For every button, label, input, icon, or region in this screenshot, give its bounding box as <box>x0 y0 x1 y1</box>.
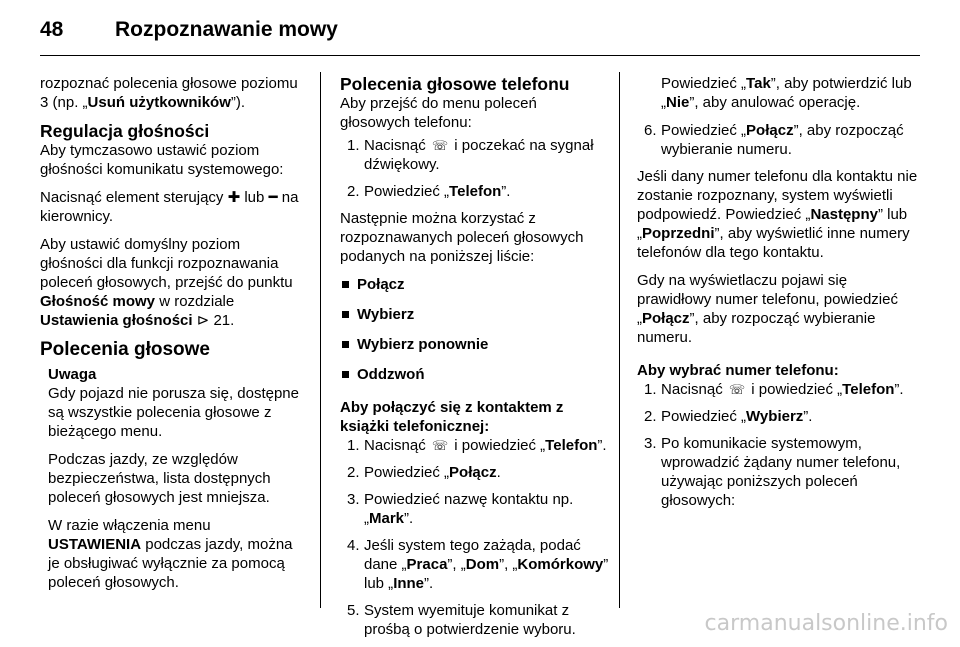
watermark: carmanualsonline.info <box>704 611 948 636</box>
list-item: 3. Powiedzieć nazwę kontaktu np. „Mark”. <box>347 491 574 527</box>
plus-icon: ✚ <box>227 189 241 206</box>
volume-heading: Regulacja głośności <box>40 121 210 141</box>
unrecognized-paragraph: Jeśli dany numer telefonu dla kontaktu nie zostanie rozpoznany, system wyświetli podpowiedź. Powiedzieć „Następny” lub „Poprzedni”, aby wyświetlić inne numery telefonów dla tego kontaktu. <box>637 168 918 261</box>
intro-paragraph: rozpoznać polecenia głosowe poziomu 3 (np. „Usuń użytkowników”). <box>40 75 298 111</box>
page-reference-icon: ⊳ <box>196 312 210 329</box>
volume-paragraph-2: Nacisnąć element sterujący ✚ lub ━ na kierownicy. <box>40 189 299 225</box>
list-item: Oddzwoń <box>340 365 610 384</box>
voice-icon: ☏ <box>431 138 449 153</box>
page-number: 48 <box>40 18 64 41</box>
display-paragraph: Gdy na wyświetlaczu pojawi się prawidłowy numer telefonu, powiedzieć „Połącz”, aby rozpocząć wybieranie numeru. <box>637 272 898 346</box>
list-item: 1. Nacisnąć ☏ i powiedzieć „Telefon”. <box>347 437 607 454</box>
list-item: Połącz <box>340 275 610 294</box>
column-3 <box>637 74 920 518</box>
contact-steps <box>340 436 610 639</box>
column-divider-2 <box>619 72 620 608</box>
note-title: Uwaga <box>48 366 97 383</box>
list-item: Wybierz ponownie <box>340 335 610 354</box>
phone-commands-heading: Polecenia głosowe telefonu <box>340 74 570 94</box>
header-rule <box>40 55 920 56</box>
list-item: 2. Powiedzieć „Połącz. <box>347 464 501 481</box>
note-paragraph-3: W razie włączenia menu USTAWIENIA podczas jazdy, można je obsługiwać wyłącznie za pomocą poleceń głosowych. <box>48 517 293 591</box>
list-item: 3. Po komunikacie systemowym, wprowadzić żądany numer telefonu, używając poniższych poleceń głosowych: <box>644 435 901 509</box>
dial-heading: Aby wybrać numer telefonu: <box>637 362 839 379</box>
phone-list-intro: Następnie można korzystać z rozpoznawanych poleceń głosowych podanych na poniższej liście: <box>340 210 584 265</box>
step-5-continuation: Powiedzieć „Tak”, aby potwierdzić lub „Nie”, aby anulować operację. <box>661 75 912 111</box>
column-2 <box>340 74 610 647</box>
commands-heading: Polecenia głosowe <box>40 339 210 360</box>
list-item: Wybierz <box>340 305 610 324</box>
list-item: 1. Nacisnąć ☏ i poczekać na sygnał dźwiękowy. <box>347 137 594 173</box>
column-divider-1 <box>320 72 321 608</box>
list-item: 1. Nacisnąć ☏ i powiedzieć „Telefon”. <box>644 381 904 398</box>
minus-icon: ━ <box>268 189 278 206</box>
note-paragraph-1: Gdy pojazd nie porusza się, dostępne są wszystkie polecenia głosowe z bieżącego menu. <box>48 385 299 440</box>
note-paragraph-2: Podczas jazdy, ze względów bezpieczeństwa, lista dostępnych poleceń głosowych jest mniejsza. <box>48 451 271 506</box>
voice-icon: ☏ <box>431 438 449 453</box>
page-title: Rozpoznawanie mowy <box>115 18 338 41</box>
page-header <box>40 18 920 48</box>
list-item: 6. Powiedzieć „Połącz”, aby rozpocząć wybieranie numeru. <box>644 122 904 158</box>
note-box <box>48 365 302 592</box>
list-item: 2. Powiedzieć „Telefon”. <box>347 183 511 200</box>
column-1 <box>40 74 302 601</box>
voice-icon: ☏ <box>728 382 746 397</box>
volume-paragraph-1: Aby tymczasowo ustawić poziom głośności komunikatu systemowego: <box>40 142 284 178</box>
phone-intro: Aby przejść do menu poleceń głosowych telefonu: <box>340 95 537 131</box>
list-item: 2. Powiedzieć „Wybierz”. <box>644 408 813 425</box>
list-item: 5. System wyemituje komunikat z prośbą o potwierdzenie wyboru. <box>347 602 576 638</box>
command-bullets <box>340 275 610 384</box>
dial-steps <box>637 380 920 510</box>
phone-steps <box>340 136 610 201</box>
contact-heading: Aby połączyć się z kontaktem z książki telefonicznej: <box>340 399 564 435</box>
list-item: 4. Jeśli system tego zażąda, podać dane „Praca”, „Dom”, „Komórkowy” lub „Inne”. <box>347 537 609 592</box>
confirm-steps <box>637 121 920 159</box>
volume-paragraph-3: Aby ustawić domyślny poziom głośności dla funkcji rozpoznawania poleceń głosowych, przejść do punktu Głośność mowy w rozdziale Ustawienia głośności ⊳ 21. <box>40 236 293 329</box>
